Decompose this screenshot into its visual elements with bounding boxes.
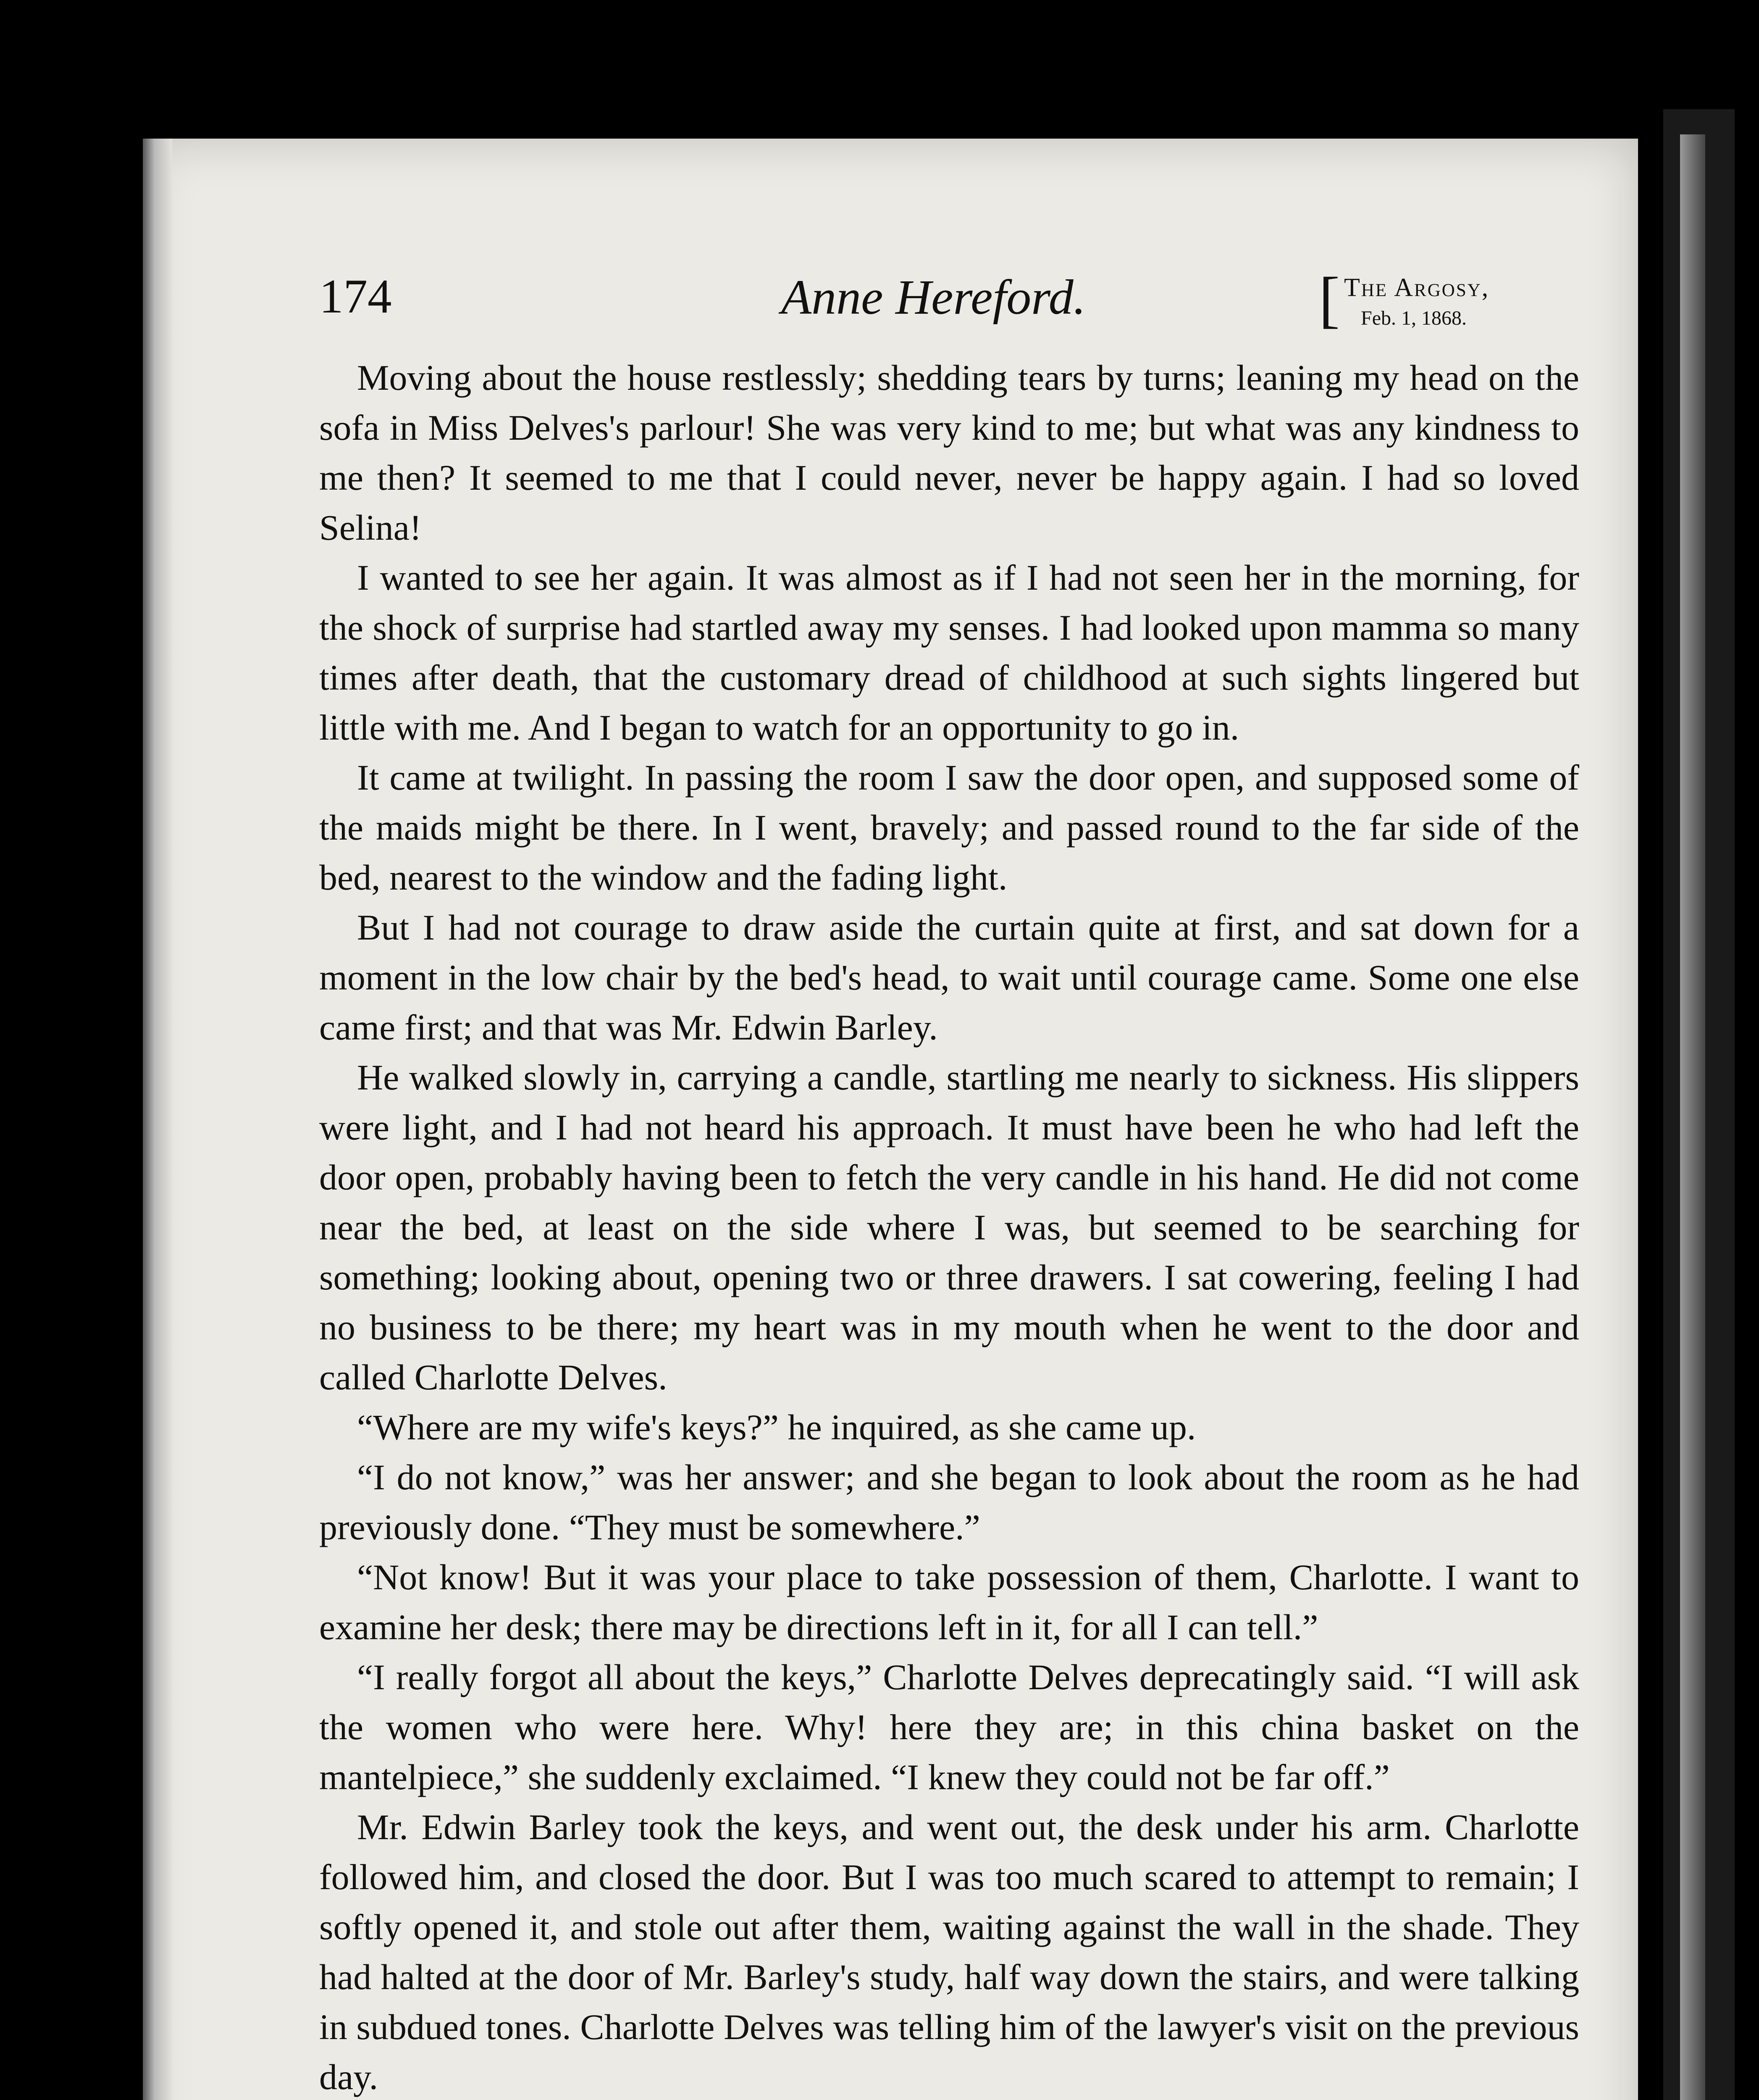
paragraph-9: “I really forgot all about the keys,” Charlotte Delves deprecatingly said. “I will ask the women who were here. Why! here they are; in this china basket on the mantelpiece,” she suddenly exclaimed. “I knew they could not be far off.” bbox=[319, 1657, 1579, 1797]
running-title: Anne Hereford. bbox=[781, 270, 1086, 325]
magazine-date: Feb. 1, 1868. bbox=[1361, 307, 1467, 329]
header-bracket: [ bbox=[1319, 265, 1340, 334]
paragraph-8: “Not know! But it was your place to take possession of them, Charlotte. I want to examine her desk; there may be directions left in it, for all I can tell.” bbox=[319, 1557, 1579, 1647]
paragraph-5: He walked slowly in, carrying a candle, startling me nearly to sickness. His slippers were light, and I had not heard his approach. It must have been he who had left the door open, probably having been to fetch the very candle in his hand. He did not come near the bed, at least on the side where I was, but seemed to be searching for something; looking about, opening two or three drawers. I sat cowering, feeling I had no business to be there; my heart was in my mouth when he went to the door and called Charlotte Delves. bbox=[319, 1057, 1579, 1397]
book-gutter-shadow bbox=[143, 139, 172, 2100]
paragraph-3: It came at twilight. In passing the room I saw the door open, and supposed some of the maids might be there. In I went, bravely; and passed round to the far side of the bed, nearest to the window and the fading light. bbox=[319, 757, 1579, 898]
paragraph-6: “Where are my wife's keys?” he inquired, as she came up. bbox=[357, 1407, 1196, 1447]
paragraph-4: But I had not courage to draw aside the curtain quite at first, and sat down for a moment in the low chair by the bed's head, to wait until courage came. Some one else came first; and that was Mr. Edwin Barley. bbox=[319, 907, 1579, 1047]
facing-page-edge bbox=[1663, 109, 1735, 2100]
paragraph-2: I wanted to see her again. It was almost as if I had not seen her in the morning, for the shock of surprise had startled away my senses. I had looked upon mamma so many times after death, that the customary dread of childhood at such sights lingered but little with me. And I began to watch for an opportunity to go in. bbox=[319, 557, 1579, 748]
paragraph-1: Moving about the house restlessly; shedding tears by turns; leaning my head on the sofa in Miss Delves's parlour! She was very kind to me; but what was any kindness to me then? It seemed to me that I could never, never be happy again. I had so loved Selina! bbox=[319, 357, 1579, 548]
page-number: 174 bbox=[319, 270, 392, 323]
page-header bbox=[319, 260, 1579, 353]
paragraph-10: Mr. Edwin Barley took the keys, and went out, the desk under his arm. Charlotte followed him, and closed the door. But I was too much scared to attempt to remain; I softly opened it, and stole out after them, waiting against the wall in the shade. They had halted at the door of Mr. Barley's study, half way down the stairs, and were talking in subdued tones. Charlotte Delves was telling him of the lawyer's visit on the previous day. bbox=[319, 1807, 1579, 2097]
paragraph-7: “I do not know,” was her answer; and she began to look about the room as he had previously done. “They must be somewhere.” bbox=[319, 1457, 1579, 1547]
story-text bbox=[319, 353, 1579, 2100]
magazine-name: The Argosy, bbox=[1344, 273, 1490, 302]
